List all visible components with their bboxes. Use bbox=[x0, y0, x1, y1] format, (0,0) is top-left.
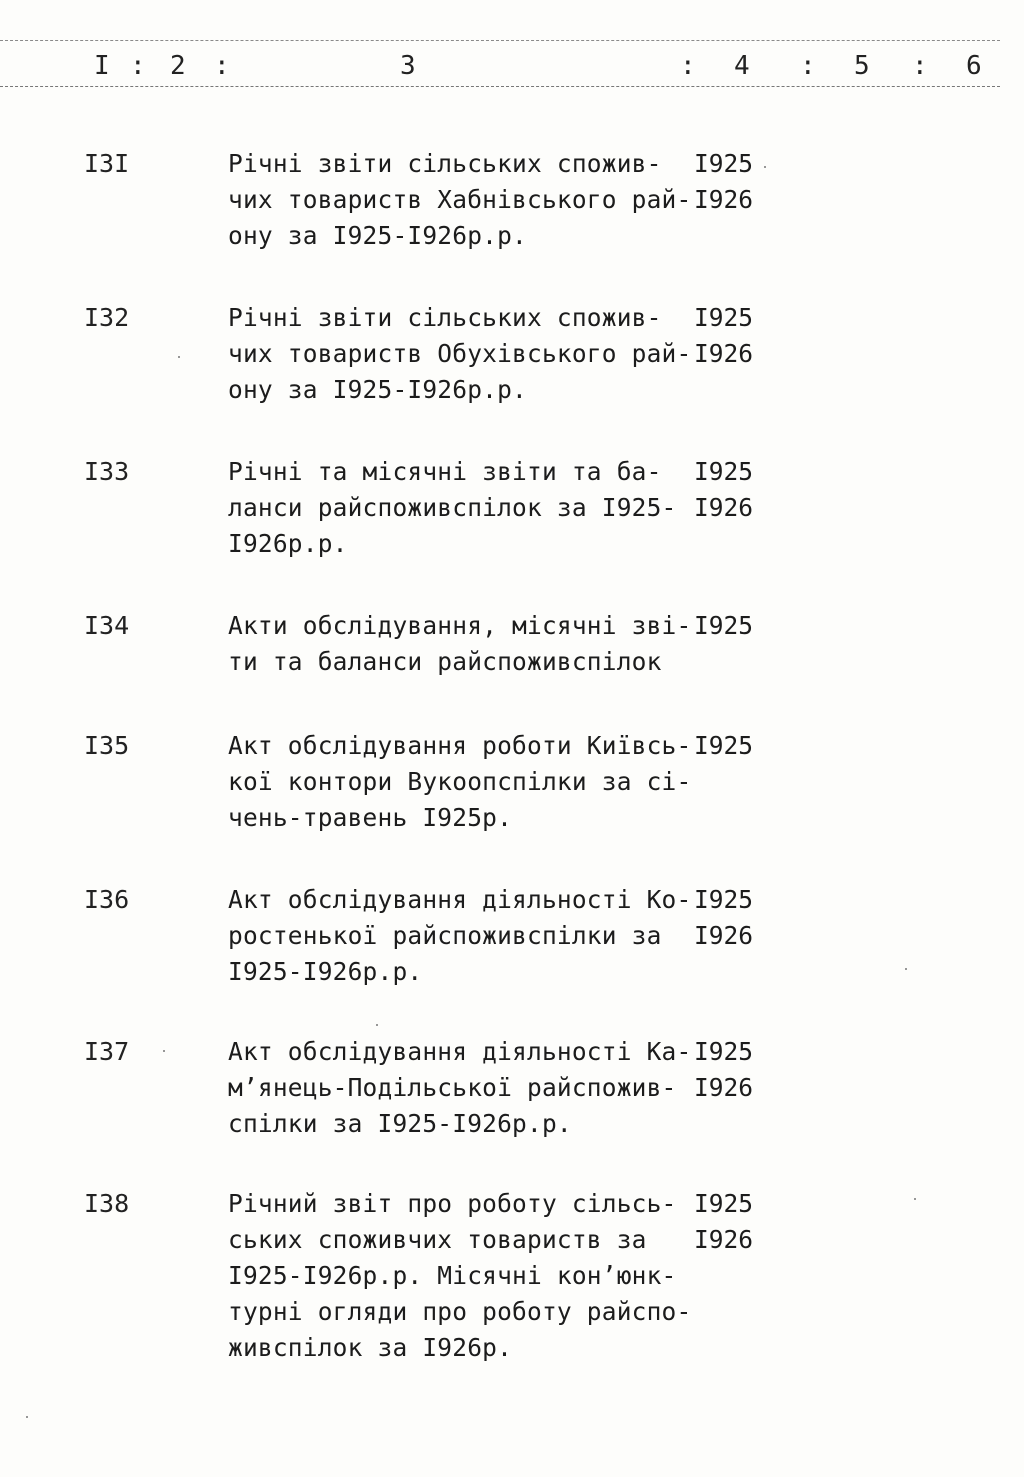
description-line: ти та баланси райспоживспілок bbox=[228, 647, 662, 676]
description-line: Річні та місячні звіти та ба- bbox=[228, 457, 662, 486]
column-separator: : bbox=[214, 51, 230, 81]
description-line: турні огляди про роботу райспо- bbox=[228, 1297, 692, 1326]
scan-speck bbox=[914, 1198, 916, 1200]
column-separator: : bbox=[680, 51, 696, 81]
scan-speck bbox=[376, 1024, 378, 1026]
column-4-number: 4 bbox=[734, 51, 750, 81]
entry-years bbox=[694, 728, 753, 764]
scan-speck bbox=[26, 1416, 28, 1418]
end-year: I926 bbox=[694, 493, 754, 522]
entry-years bbox=[694, 608, 753, 644]
entry-description bbox=[228, 146, 692, 254]
description-line: I925-I926р.р. bbox=[228, 957, 423, 986]
entry-number: I33 bbox=[84, 457, 130, 486]
entry-description bbox=[228, 454, 688, 562]
column-6-number: 6 bbox=[966, 51, 982, 81]
column-separator: : bbox=[912, 51, 928, 81]
start-year: I925 bbox=[694, 1037, 754, 1066]
description-line: чих товариств Хабнівського рай- bbox=[228, 185, 692, 214]
column-1-number: I bbox=[94, 51, 110, 81]
end-year: I926 bbox=[694, 1073, 754, 1102]
entry-years bbox=[694, 454, 753, 526]
header-bottom-rule bbox=[0, 86, 1000, 87]
description-line: живспілок за I926р. bbox=[228, 1333, 513, 1362]
column-separator: : bbox=[130, 51, 146, 81]
entry-description bbox=[228, 882, 692, 990]
end-year: I926 bbox=[694, 1225, 754, 1254]
entry-number: I34 bbox=[84, 611, 130, 640]
description-line: Річний звіт про роботу сільсь- bbox=[228, 1189, 677, 1218]
description-line: м’янець-Подільської райспожив- bbox=[228, 1073, 677, 1102]
column-separator: : bbox=[800, 51, 816, 81]
entry-number: I38 bbox=[84, 1189, 130, 1218]
description-line: Річні звіти сільських спожив- bbox=[228, 149, 662, 178]
description-line: Акт обслідування діяльності Ка- bbox=[228, 1037, 692, 1066]
start-year: I925 bbox=[694, 149, 754, 178]
column-5-number: 5 bbox=[854, 51, 870, 81]
description-line: Акт обслідування роботи Київсь- bbox=[228, 731, 692, 760]
start-year: I925 bbox=[694, 611, 754, 640]
entry-description bbox=[228, 1186, 692, 1366]
scan-speck bbox=[905, 968, 907, 970]
description-line: ських споживчих товариств за bbox=[228, 1225, 647, 1254]
entry-years bbox=[694, 146, 753, 218]
end-year: I926 bbox=[694, 339, 754, 368]
entry-years bbox=[694, 1186, 753, 1258]
start-year: I925 bbox=[694, 457, 754, 486]
entry-description bbox=[228, 728, 692, 836]
entry-years bbox=[694, 300, 753, 372]
description-line: Річні звіти сільських спожив- bbox=[228, 303, 662, 332]
description-line: Акт обслідування діяльності Ко- bbox=[228, 885, 692, 914]
entry-number: I32 bbox=[84, 303, 130, 332]
description-line: I925-I926р.р. Місячні кон’юнк- bbox=[228, 1261, 677, 1290]
description-line: ланси райспоживспілок за I925- bbox=[228, 493, 677, 522]
start-year: I925 bbox=[694, 303, 754, 332]
start-year: I925 bbox=[694, 885, 754, 914]
entry-number: I35 bbox=[84, 731, 130, 760]
scan-speck bbox=[178, 356, 180, 358]
entry-number: I37 bbox=[84, 1037, 130, 1066]
entry-description bbox=[228, 300, 692, 408]
entry-number: I3I bbox=[84, 149, 130, 178]
entry-description bbox=[228, 1034, 692, 1142]
header-top-rule bbox=[0, 40, 1000, 41]
description-line: Акти обслідування, місячні зві- bbox=[228, 611, 692, 640]
scan-speck bbox=[764, 166, 766, 168]
entry-number: I36 bbox=[84, 885, 130, 914]
description-line: ростенької райспоживспілки за bbox=[228, 921, 662, 950]
description-line: I926р.р. bbox=[228, 529, 348, 558]
column-2-number: 2 bbox=[170, 51, 186, 81]
description-line: чих товариств Обухівського рай- bbox=[228, 339, 692, 368]
description-line: чень-травень I925р. bbox=[228, 803, 513, 832]
description-line: ону за I925-I926р.р. bbox=[228, 375, 528, 404]
description-line: спілки за I925-I926р.р. bbox=[228, 1109, 572, 1138]
end-year: I926 bbox=[694, 185, 754, 214]
start-year: I925 bbox=[694, 731, 754, 760]
description-line: ону за I925-I926р.р. bbox=[228, 221, 528, 250]
entry-years bbox=[694, 1034, 753, 1106]
column-3-number: 3 bbox=[400, 51, 416, 81]
end-year: I926 bbox=[694, 921, 754, 950]
entry-description bbox=[228, 608, 692, 680]
start-year: I925 bbox=[694, 1189, 754, 1218]
description-line: кої контори Вукоопспілки за сі- bbox=[228, 767, 692, 796]
entry-years bbox=[694, 882, 753, 954]
scan-speck bbox=[163, 1050, 165, 1052]
